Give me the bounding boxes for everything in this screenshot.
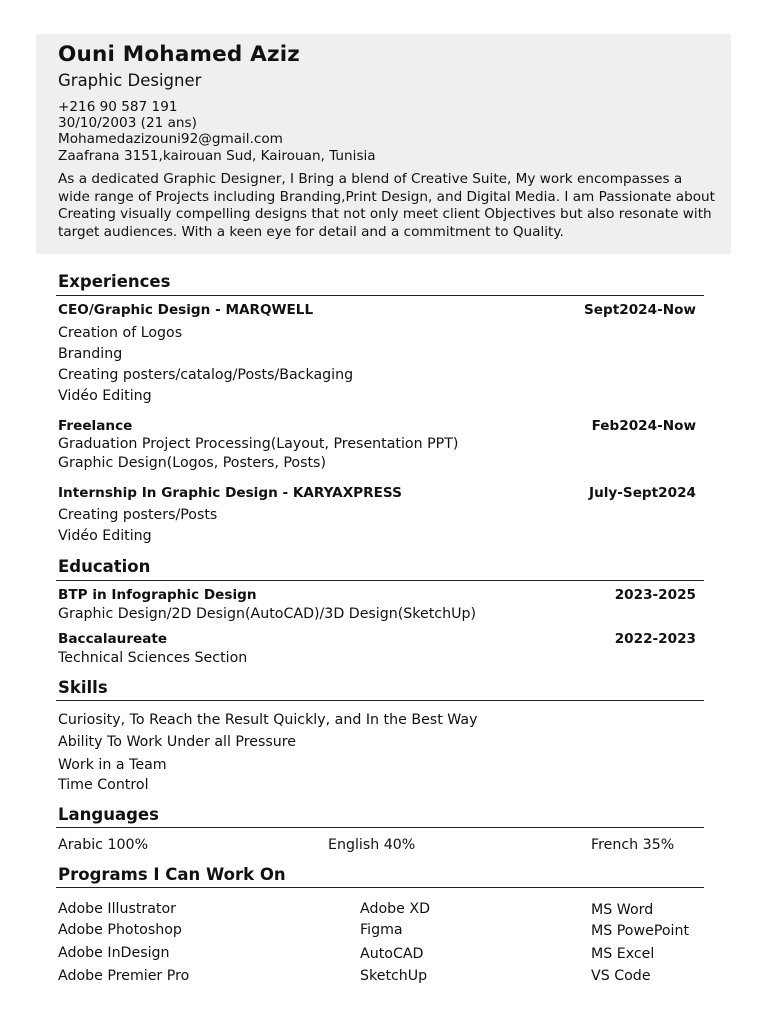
experience-task: Creating posters/catalog/Posts/Backaging: [58, 367, 354, 383]
phone-number: +216 90 587 191: [58, 99, 178, 115]
language-english: English 40%: [328, 837, 416, 853]
experience-task: Graphic Design(Logos, Posters, Posts): [58, 455, 326, 471]
languages-divider: [56, 827, 704, 828]
education-date: 2023-2025: [614, 587, 696, 603]
education-title: BTP in Infographic Design: [58, 587, 257, 603]
skill-item: Time Control: [58, 777, 149, 793]
program-item: MS Word: [591, 902, 654, 918]
program-item: Adobe Photoshop: [58, 922, 182, 938]
skills-heading: Skills: [58, 678, 108, 697]
programs-divider: [56, 887, 704, 888]
experience-date: Sept2024-Now: [584, 302, 696, 318]
education-detail: Graphic Design/2D Design(AutoCAD)/3D Design(SketchUp): [58, 606, 477, 622]
experiences-heading: Experiences: [58, 272, 171, 291]
skill-item: Curiosity, To Reach the Result Quickly, and In the Best Way: [58, 712, 478, 728]
education-date: 2022-2023: [614, 631, 696, 647]
language-arabic: Arabic 100%: [58, 837, 149, 853]
program-item: SketchUp: [360, 968, 428, 984]
program-item: MS PowePoint: [591, 923, 690, 939]
experience-task: Vidéo Editing: [58, 528, 152, 544]
experience-task: Creation of Logos: [58, 325, 183, 341]
program-item: MS Excel: [591, 946, 655, 962]
language-french: French 35%: [591, 837, 675, 853]
skill-item: Work in a Team: [58, 757, 167, 773]
skill-item: Ability To Work Under all Pressure: [58, 734, 297, 750]
program-item: Figma: [360, 922, 403, 938]
experience-task: Branding: [58, 346, 123, 362]
experience-date: July-Sept2024: [589, 485, 696, 501]
program-item: Adobe InDesign: [58, 945, 170, 961]
program-item: Adobe Illustrator: [58, 901, 177, 917]
experience-title: Internship In Graphic Design - KARYAXPRESS: [58, 485, 402, 501]
experience-task: Vidéo Editing: [58, 388, 152, 404]
languages-heading: Languages: [58, 805, 159, 824]
experience-title: CEO/Graphic Design - MARQWELL: [58, 302, 314, 318]
experience-date: Feb2024-Now: [591, 418, 696, 434]
program-item: VS Code: [591, 968, 651, 984]
skills-divider: [56, 700, 704, 701]
program-item: AutoCAD: [360, 946, 424, 962]
education-divider: [56, 580, 704, 581]
postal-address: Zaafrana 3151,kairouan Sud, Kairouan, Tunisia: [58, 148, 376, 164]
program-item: Adobe XD: [360, 901, 431, 917]
birth-date: 30/10/2003 (21 ans): [58, 115, 197, 131]
experience-task: Graduation Project Processing(Layout, Presentation PPT): [58, 436, 459, 452]
education-detail: Technical Sciences Section: [58, 650, 248, 666]
email-address: Mohamedazizouni92@gmail.com: [58, 131, 283, 147]
program-item: Adobe Premier Pro: [58, 968, 190, 984]
experiences-divider: [56, 295, 704, 296]
profile-summary: As a dedicated Graphic Designer, I Bring a blend of Creative Suite, My work encompasses a wide range of Projects including Branding,Print Design, and Digital Media. I am Passionate about Creating visually compelling designs that not only meet client Objectives but also resonate with target audiences. With a keen eye for detail and a commitment to Quality.: [58, 171, 715, 240]
education-title: Baccalaureate: [58, 631, 168, 647]
education-heading: Education: [58, 557, 151, 576]
experience-title: Freelance: [58, 418, 133, 434]
programs-heading: Programs I Can Work On: [58, 865, 286, 884]
candidate-name: Ouni Mohamed Aziz: [58, 42, 301, 67]
experience-task: Creating posters/Posts: [58, 507, 218, 523]
job-title: Graphic Designer: [58, 71, 202, 90]
